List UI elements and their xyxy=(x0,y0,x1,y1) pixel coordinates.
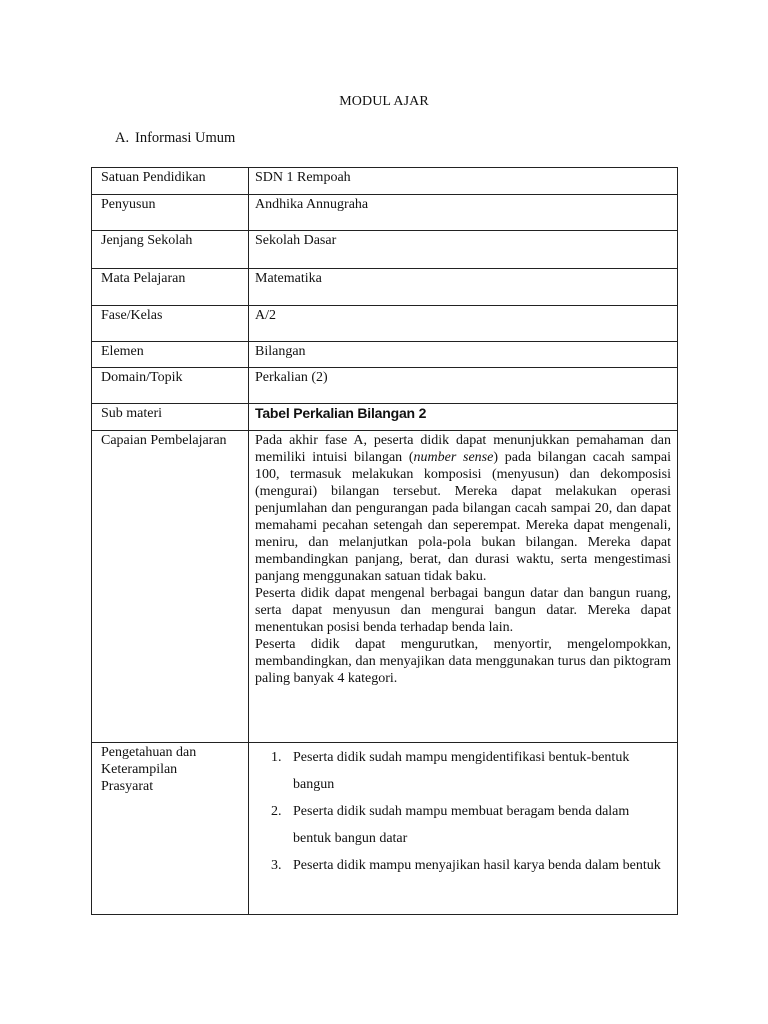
list-item-text: Peserta didik sudah mampu membuat beragam benda dalam bentuk bangun datar xyxy=(293,804,630,846)
capaian-paragraph-2: Peserta didik dapat mengenal berbagai bangun datar dan bangun ruang, serta dapat menyusun dan mengurai bangun datar. Mereka dapat menentukan posisi benda terhadap benda lain. xyxy=(255,586,671,635)
info-table xyxy=(91,167,678,915)
prasyarat-label-line: Pengetahuan dan xyxy=(101,745,197,760)
row-label: Sub materi xyxy=(92,404,249,431)
list-item xyxy=(271,798,671,852)
prasyarat-list xyxy=(249,744,671,879)
list-number: 2. xyxy=(271,804,282,819)
row-value: Andhika Annugraha xyxy=(249,195,678,231)
row-value: Bilangan xyxy=(249,342,678,368)
row-value: Tabel Perkalian Bilangan 2 xyxy=(249,404,678,431)
row-value: Perkalian (2) xyxy=(249,368,678,404)
row-value: SDN 1 Rempoah xyxy=(249,168,678,195)
row-label: Elemen xyxy=(92,342,249,368)
capaian-paragraph-1 xyxy=(255,432,671,585)
capaian-italic-term: number sense xyxy=(413,450,494,465)
row-label: Jenjang Sekolah xyxy=(92,231,249,269)
table-row-capaian xyxy=(92,431,678,743)
row-value: Sekolah Dasar xyxy=(249,231,678,269)
section-heading xyxy=(115,130,235,147)
row-label: Capaian Pembelajaran xyxy=(92,431,249,743)
prasyarat-label-line: Prasyarat xyxy=(101,779,154,794)
capaian-content xyxy=(249,431,678,743)
table-row-prasyarat xyxy=(92,743,678,915)
section-number: A. xyxy=(115,130,130,146)
row-label xyxy=(92,743,249,915)
document-title: MODUL AJAR xyxy=(339,94,429,109)
row-value: Matematika xyxy=(249,269,678,306)
table-row xyxy=(92,168,678,195)
row-label: Fase/Kelas xyxy=(92,306,249,342)
list-item xyxy=(271,852,671,879)
list-item-text: Peserta didik mampu menyajikan hasil karya benda dalam bentuk xyxy=(293,858,661,873)
row-label: Mata Pelajaran xyxy=(92,269,249,306)
list-item-text: Peserta didik sudah mampu mengidentifikasi bentuk-bentuk bangun xyxy=(293,750,630,792)
list-number: 3. xyxy=(271,858,282,873)
prasyarat-label-line: Keterampilan xyxy=(101,762,178,777)
row-label: Domain/Topik xyxy=(92,368,249,404)
capaian-text: ) pada bilangan cacah sampai 100, termasuk melakukan komposisi (menyusun) dan dekomposisi (mengurai) bilangan tersebut. Mereka dapat melakukan operasi penjumlahan dan pengurangan pada bilangan cacah sampai 20, dan dapat memahami pecahan setengah dan seperempat. Mereka dapat mengenali, meniru, dan melanjutkan pola-pola bukan bilangan. Mereka dapat membandingkan panjang, berat, dan durasi waktu, serta mengestimasi panjang menggunakan satuan tidak baku. xyxy=(255,450,671,584)
row-label: Penyusun xyxy=(92,195,249,231)
table-row xyxy=(92,195,678,231)
table-row xyxy=(92,368,678,404)
table-row xyxy=(92,269,678,306)
list-number: 1. xyxy=(271,750,282,765)
table-row xyxy=(92,342,678,368)
row-label: Satuan Pendidikan xyxy=(92,168,249,195)
capaian-paragraph-3: Peserta didik dapat mengurutkan, menyortir, mengelompokkan, membandingkan, dan menyajikan data menggunakan turus dan piktogram paling banyak 4 kategori. xyxy=(255,637,671,686)
section-title: Informasi Umum xyxy=(135,130,236,146)
row-value: A/2 xyxy=(249,306,678,342)
table-row xyxy=(92,306,678,342)
table-row xyxy=(92,404,678,431)
list-item xyxy=(271,744,671,798)
table-row xyxy=(92,231,678,269)
prasyarat-content xyxy=(249,743,678,915)
capaian-text: Pada akhir fase A, peserta didik dapat menunjukkan pemahaman dan memiliki intuisi bilangan ( xyxy=(255,433,671,465)
